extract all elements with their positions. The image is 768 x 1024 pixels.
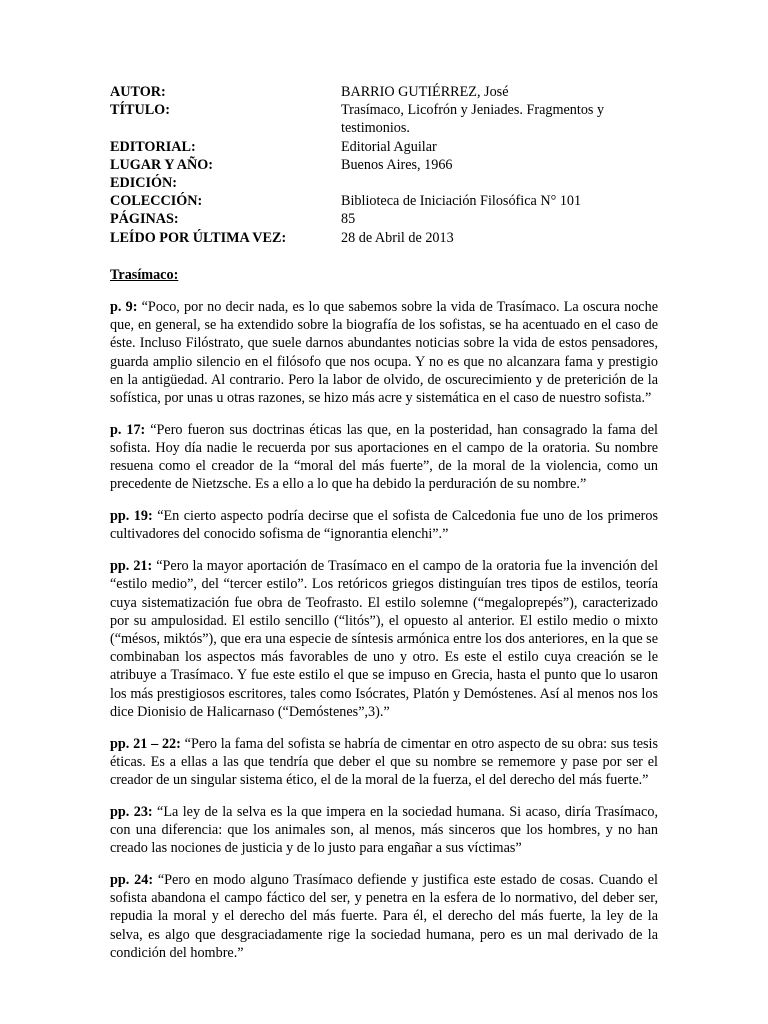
meta-row-last-read [110, 229, 670, 247]
meta-row-collection [110, 192, 670, 210]
page-reference: p. 17: [110, 421, 146, 438]
meta-row-edition [110, 174, 670, 192]
quote-text: “Pero la mayor aportación de Trasímaco en el campo de la oratoria fue la invención del “estilo medio”, del “tercer estilo”. Los retóricos griegos distinguían tres tipos de estilos, teoría cuya sistematización fue obra de Teofrasto. El estilo solemne (“megaloprepés”), caracterizado por su ampulosidad. El estilo sencillo (“litós”), el opuesto al anterior. El estilo medio o mixto (“mésos, miktós”), que era una especie de síntesis armónica entre los dos anteriores, en la que se combinaban los aspectos más favorables de uno y otro. Es este el estilo cuya creación se le atribuye a Trasímaco. Y fue este estilo el que se impuso en Grecia, hasta el punto que lo usaron los más prestigiosos escritores, tales como Isócrates, Platón y Demóstenes. Así al menos nos los dice Dionisio de Halicarnaso (“Demóstenes”,3).” [110, 558, 659, 720]
section-title-colon: : [173, 267, 179, 283]
quote-paragraph [110, 298, 658, 407]
meta-label: PÁGINAS: [110, 211, 179, 228]
page-reference: pp. 23: [110, 803, 153, 820]
quote-paragraph [110, 803, 658, 858]
page-reference: pp. 21 – 22: [110, 735, 181, 752]
meta-label: EDITORIAL: [110, 138, 196, 155]
meta-label: LUGAR Y AÑO: [110, 156, 213, 173]
meta-row-publisher [110, 138, 670, 156]
quote-text: “Pero en modo alguno Trasímaco defiende y justifica este estado de cosas. Cuando el sofista abandona el campo fáctico del ser, y penetra en la esfera de lo normativo, del deber ser, repudia la moral y el derecho del más fuerte. Para él, el derecho del más fuerte, la ley de la selva, es algo que desgraciadamente rige la sociedad humana, pero es un mal derivado de la condición del hombre.” [110, 872, 658, 961]
quote-paragraph [110, 507, 658, 543]
page-reference: pp. 21: [110, 558, 153, 575]
meta-value: Editorial Aguilar [341, 138, 437, 155]
meta-row-pages [110, 210, 670, 228]
meta-label: EDICIÓN: [110, 175, 178, 192]
section-title: Trasímaco [110, 267, 174, 283]
meta-label: TÍTULO: [110, 102, 170, 119]
quote-text: “Poco, por no decir nada, es lo que sabemos sobre la vida de Trasímaco. La oscura noche que, en general, se ha extendido sobre la biografía de los sofistas, se ha acentuado en el caso de éste. Incluso Filóstrato, que suele darnos abundantes noticias sobre la vida de estos pensadores, guarda amplio silencio en el filósofo que nos ocupa. Y no es que no alcanzara fama y prestigio en la antigüedad. Al contrario. Pero la labor de olvido, de oscurecimiento y de preterición de la sofística, por unas u otras razones, se hizo más acre y sistemática en el caso de nuestro sofista.” [110, 299, 658, 407]
quotes-body [110, 298, 658, 976]
page-reference: pp. 19: [110, 508, 153, 525]
meta-value: BARRIO GUTIÉRREZ, José [341, 84, 509, 100]
meta-value: Buenos Aires, 1966 [341, 156, 453, 173]
meta-value: Biblioteca de Iniciación Filosófica N° 101 [341, 193, 582, 210]
quote-paragraph [110, 421, 658, 494]
meta-row-title [110, 101, 670, 137]
quote-text: “Pero fueron sus doctrinas éticas las que, en la posteridad, han consagrado la fama del sofista. Hoy día nadie le recuerda por sus aportaciones en el campo de la oratoria. Su nombre resuena como el creador de la “moral del más fuerte”, de la moral de la violencia, como un precedente de Nietzsche. Es a ello a lo que ha debido la perduración de su nombre.” [110, 421, 659, 493]
meta-label: LEÍDO POR ÚLTIMA VEZ: [110, 229, 287, 246]
quote-paragraph [110, 871, 658, 962]
quote-paragraph [110, 557, 658, 721]
section-heading [110, 266, 178, 284]
meta-value: 28 de Abril de 2013 [341, 229, 454, 246]
page-reference: p. 9: [110, 299, 138, 315]
meta-row-author [110, 83, 670, 101]
page-reference: pp. 24: [110, 872, 154, 889]
bibliographic-metadata [110, 83, 670, 247]
meta-label: AUTOR: [110, 84, 166, 100]
quote-paragraph [110, 735, 658, 790]
meta-value: Trasímaco, Licofrón y Jeniades. Fragmentos y testimonios. [341, 102, 605, 137]
meta-label: COLECCIÓN: [110, 193, 203, 210]
quote-text: “Pero la fama del sofista se habría de cimentar en otro aspecto de su obra: sus tesis éticas. Es a ellas a las que tendría que deber el que su nombre se rememore y pase por ser el creador de un singular sistema ético, el de la moral de la fuerza, el del derecho del más fuerte.” [110, 735, 659, 789]
meta-value: 85 [341, 211, 356, 228]
quote-text: “La ley de la selva es la que impera en la sociedad humana. Si acaso, diría Trasímaco, con una diferencia: que los animales son, al menos, más sinceros que los hombres, y no han creado las nociones de justicia y de lo justo para engañar a sus víctimas” [110, 803, 658, 857]
quote-text: “En cierto aspecto podría decirse que el sofista de Calcedonia fue uno de los primeros cultivadores del conocido sofisma de “ignorantia elenchi”.” [110, 508, 659, 543]
meta-row-place-year [110, 156, 670, 174]
